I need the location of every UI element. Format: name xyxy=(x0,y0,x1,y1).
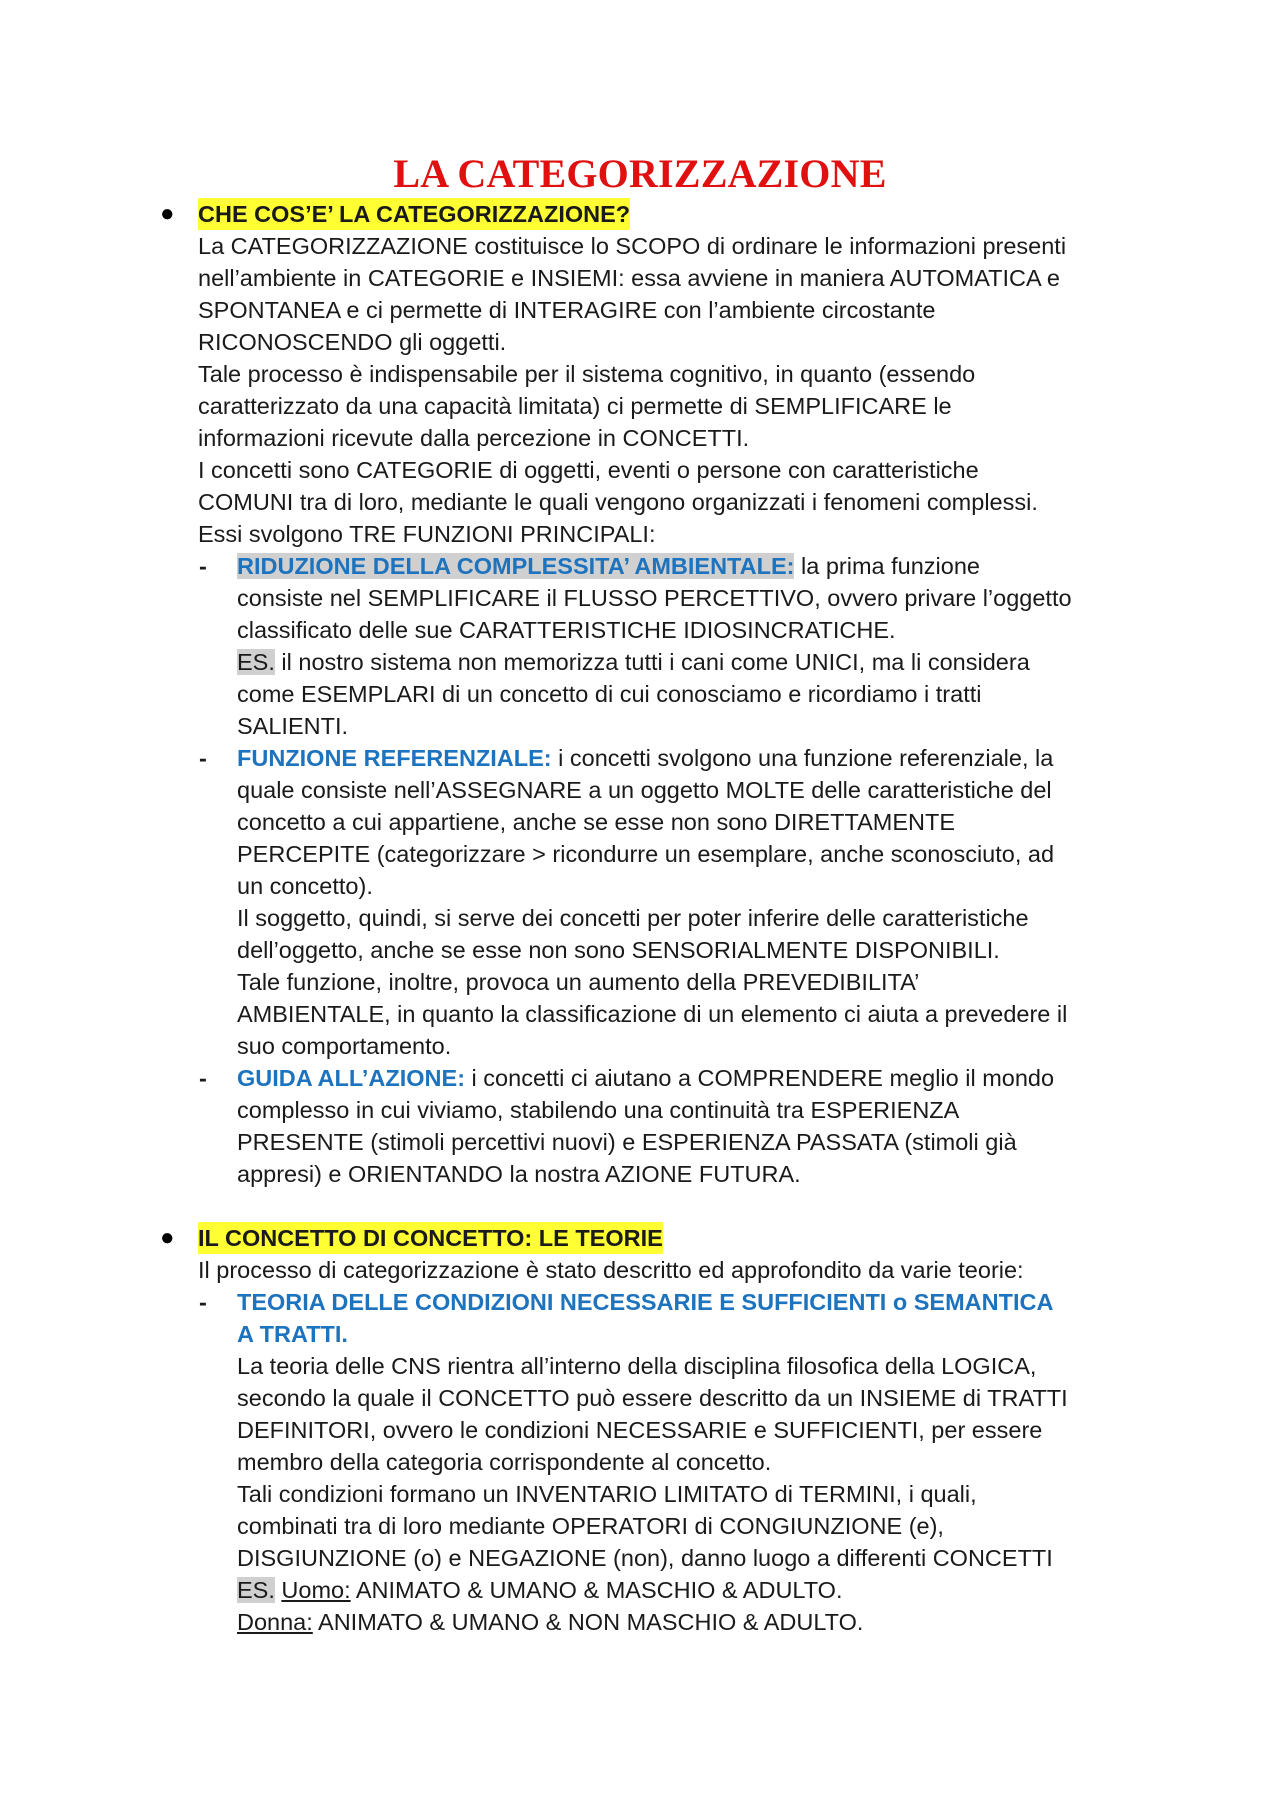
list-item-referenziale xyxy=(199,742,1167,1062)
example-term: Uomo: xyxy=(281,1577,351,1603)
example-label: ES. xyxy=(237,649,275,675)
text-line: consiste nel SEMPLIFICARE il FLUSSO PERCETTIVO, ovvero privare l’oggetto xyxy=(237,585,1072,611)
list-item-guida xyxy=(199,1062,1167,1190)
example-term: Donna: xyxy=(237,1609,313,1635)
bullet-icon: ● xyxy=(160,1224,175,1251)
text-line: Il soggetto, quindi, si serve dei concetti per poter inferire delle caratteristiche xyxy=(237,905,1029,931)
text-line: appresi) e ORIENTANDO la nostra AZIONE FUTURA. xyxy=(237,1161,801,1187)
section-paragraph xyxy=(198,230,1158,550)
text-line: concetto a cui appartiene, anche se esse non sono DIRETTAMENTE xyxy=(237,809,955,835)
section-heading: IL CONCETTO DI CONCETTO: LE TEORIE xyxy=(198,1222,663,1254)
text-line: Tale funzione, inoltre, provoca un aumento della PREVEDIBILITA’ xyxy=(237,969,920,995)
section-paragraph xyxy=(198,1254,1158,1286)
section-heading-row xyxy=(0,198,1280,230)
dash-bullet: - xyxy=(199,745,207,771)
text-line: PERCEPITE (categorizzare > ricondurre un esemplare, anche sconosciuto, ad xyxy=(237,841,1055,867)
text-line: come ESEMPLARI di un concetto di cui conosciamo e ricordiamo i tratti xyxy=(237,681,982,707)
text-line xyxy=(237,1062,1167,1094)
text-line: Essi svolgono TRE FUNZIONI PRINCIPALI: xyxy=(198,521,656,547)
text-line: AMBIENTALE, in quanto la classificazione di un elemento ci aiuta a prevedere il xyxy=(237,1001,1068,1027)
text-line: membro della categoria corrispondente al concetto. xyxy=(237,1449,772,1475)
page-title: LA CATEGORIZZAZIONE xyxy=(393,151,887,196)
text-line xyxy=(237,1574,1167,1606)
text-line: SALIENTI. xyxy=(237,713,349,739)
section-heading: CHE COS’E’ LA CATEGORIZZAZIONE? xyxy=(198,198,630,230)
item-label: FUNZIONE REFERENZIALE: xyxy=(237,745,552,771)
text-line: quale consiste nell’ASSEGNARE a un oggetto MOLTE delle caratteristiche del xyxy=(237,777,1052,803)
item-text: la prima funzione xyxy=(794,553,980,579)
item-label: GUIDA ALL’AZIONE: xyxy=(237,1065,466,1091)
text-line: Tali condizioni formano un INVENTARIO LIMITATO di TERMINI, i quali, xyxy=(237,1481,977,1507)
text-line: DEFINITORI, ovvero le condizioni NECESSARIE e SUFFICIENTI, per essere xyxy=(237,1417,1043,1443)
text-line xyxy=(237,1606,1167,1638)
dash-bullet: - xyxy=(199,553,207,579)
text-line: PRESENTE (stimoli percettivi nuovi) e ESPERIENZA PASSATA (stimoli già xyxy=(237,1129,1017,1155)
bullet-icon: ● xyxy=(160,200,175,227)
example-text: il nostro sistema non memorizza tutti i cani come UNICI, ma li considera xyxy=(274,649,1030,675)
text-line: La CATEGORIZZAZIONE costituisce lo SCOPO di ordinare le informazioni presenti xyxy=(198,233,1067,259)
list-item-riduzione xyxy=(199,550,1167,742)
text-line xyxy=(237,646,1167,678)
item-text: i concetti ci aiutano a COMPRENDERE meglio il mondo xyxy=(465,1065,1055,1091)
section-teorie xyxy=(0,1222,1280,1638)
text-line: La teoria delle CNS rientra all’interno della disciplina filosofica della LOGICA, xyxy=(237,1353,1037,1379)
section-heading-row xyxy=(0,1222,1280,1254)
text-line: un concetto). xyxy=(237,873,373,899)
text-line: dell’oggetto, anche se esse non sono SENSORIALMENTE DISPONIBILI. xyxy=(237,937,1000,963)
example-text: ANIMATO & UMANO & MASCHIO & ADULTO. xyxy=(350,1577,843,1603)
dash-bullet: - xyxy=(199,1065,207,1091)
text-line: caratterizzato da una capacità limitata) ci permette di SEMPLIFICARE le xyxy=(198,393,952,419)
text-line: complesso in cui viviamo, stabilendo una continuità tra ESPERIENZA xyxy=(237,1097,960,1123)
text-line: SPONTANEA e ci permette di INTERAGIRE con l’ambiente circostante xyxy=(198,297,936,323)
text-line: classificato delle sue CARATTERISTICHE IDIOSINCRATICHE. xyxy=(237,617,896,643)
item-label: TEORIA DELLE CONDIZIONI NECESSARIE E SUFFICIENTI o SEMANTICA xyxy=(237,1289,1054,1315)
text-line: suo comportamento. xyxy=(237,1033,452,1059)
section-categorizzazione xyxy=(0,198,1280,1190)
text-line: DISGIUNZIONE (o) e NEGAZIONE (non), danno luogo a differenti CONCETTI xyxy=(237,1545,1053,1571)
text-line: RICONOSCENDO gli oggetti. xyxy=(198,329,507,355)
item-text: i concetti svolgono una funzione referenziale, la xyxy=(551,745,1054,771)
text-line: nell’ambiente in CATEGORIE e INSIEMI: essa avviene in maniera AUTOMATICA e xyxy=(198,265,1060,291)
item-label: A TRATTI. xyxy=(237,1321,348,1347)
dash-bullet: - xyxy=(199,1289,207,1315)
example-text: ANIMATO & UMANO & NON MASCHIO & ADULTO. xyxy=(312,1609,864,1635)
text-line: informazioni ricevute dalla percezione in CONCETTI. xyxy=(198,425,750,451)
text-line: secondo la quale il CONCETTO può essere descritto da un INSIEME di TRATTI xyxy=(237,1385,1068,1411)
text-line: combinati tra di loro mediante OPERATORI di CONGIUNZIONE (e), xyxy=(237,1513,944,1539)
text-line: Il processo di categorizzazione è stato descritto ed approfondito da varie teorie: xyxy=(198,1257,1024,1283)
example-label: ES. xyxy=(237,1577,275,1603)
list-item-cns xyxy=(199,1286,1167,1638)
text-line xyxy=(237,550,1167,582)
text-line: Tale processo è indispensabile per il sistema cognitivo, in quanto (essendo xyxy=(198,361,976,387)
text-line: COMUNI tra di loro, mediante le quali vengono organizzati i fenomeni complessi. xyxy=(198,489,1038,515)
item-label: RIDUZIONE DELLA COMPLESSITA’ AMBIENTALE: xyxy=(237,553,795,579)
text-line xyxy=(237,742,1167,774)
text-line: I concetti sono CATEGORIE di oggetti, eventi o persone con caratteristiche xyxy=(198,457,979,483)
